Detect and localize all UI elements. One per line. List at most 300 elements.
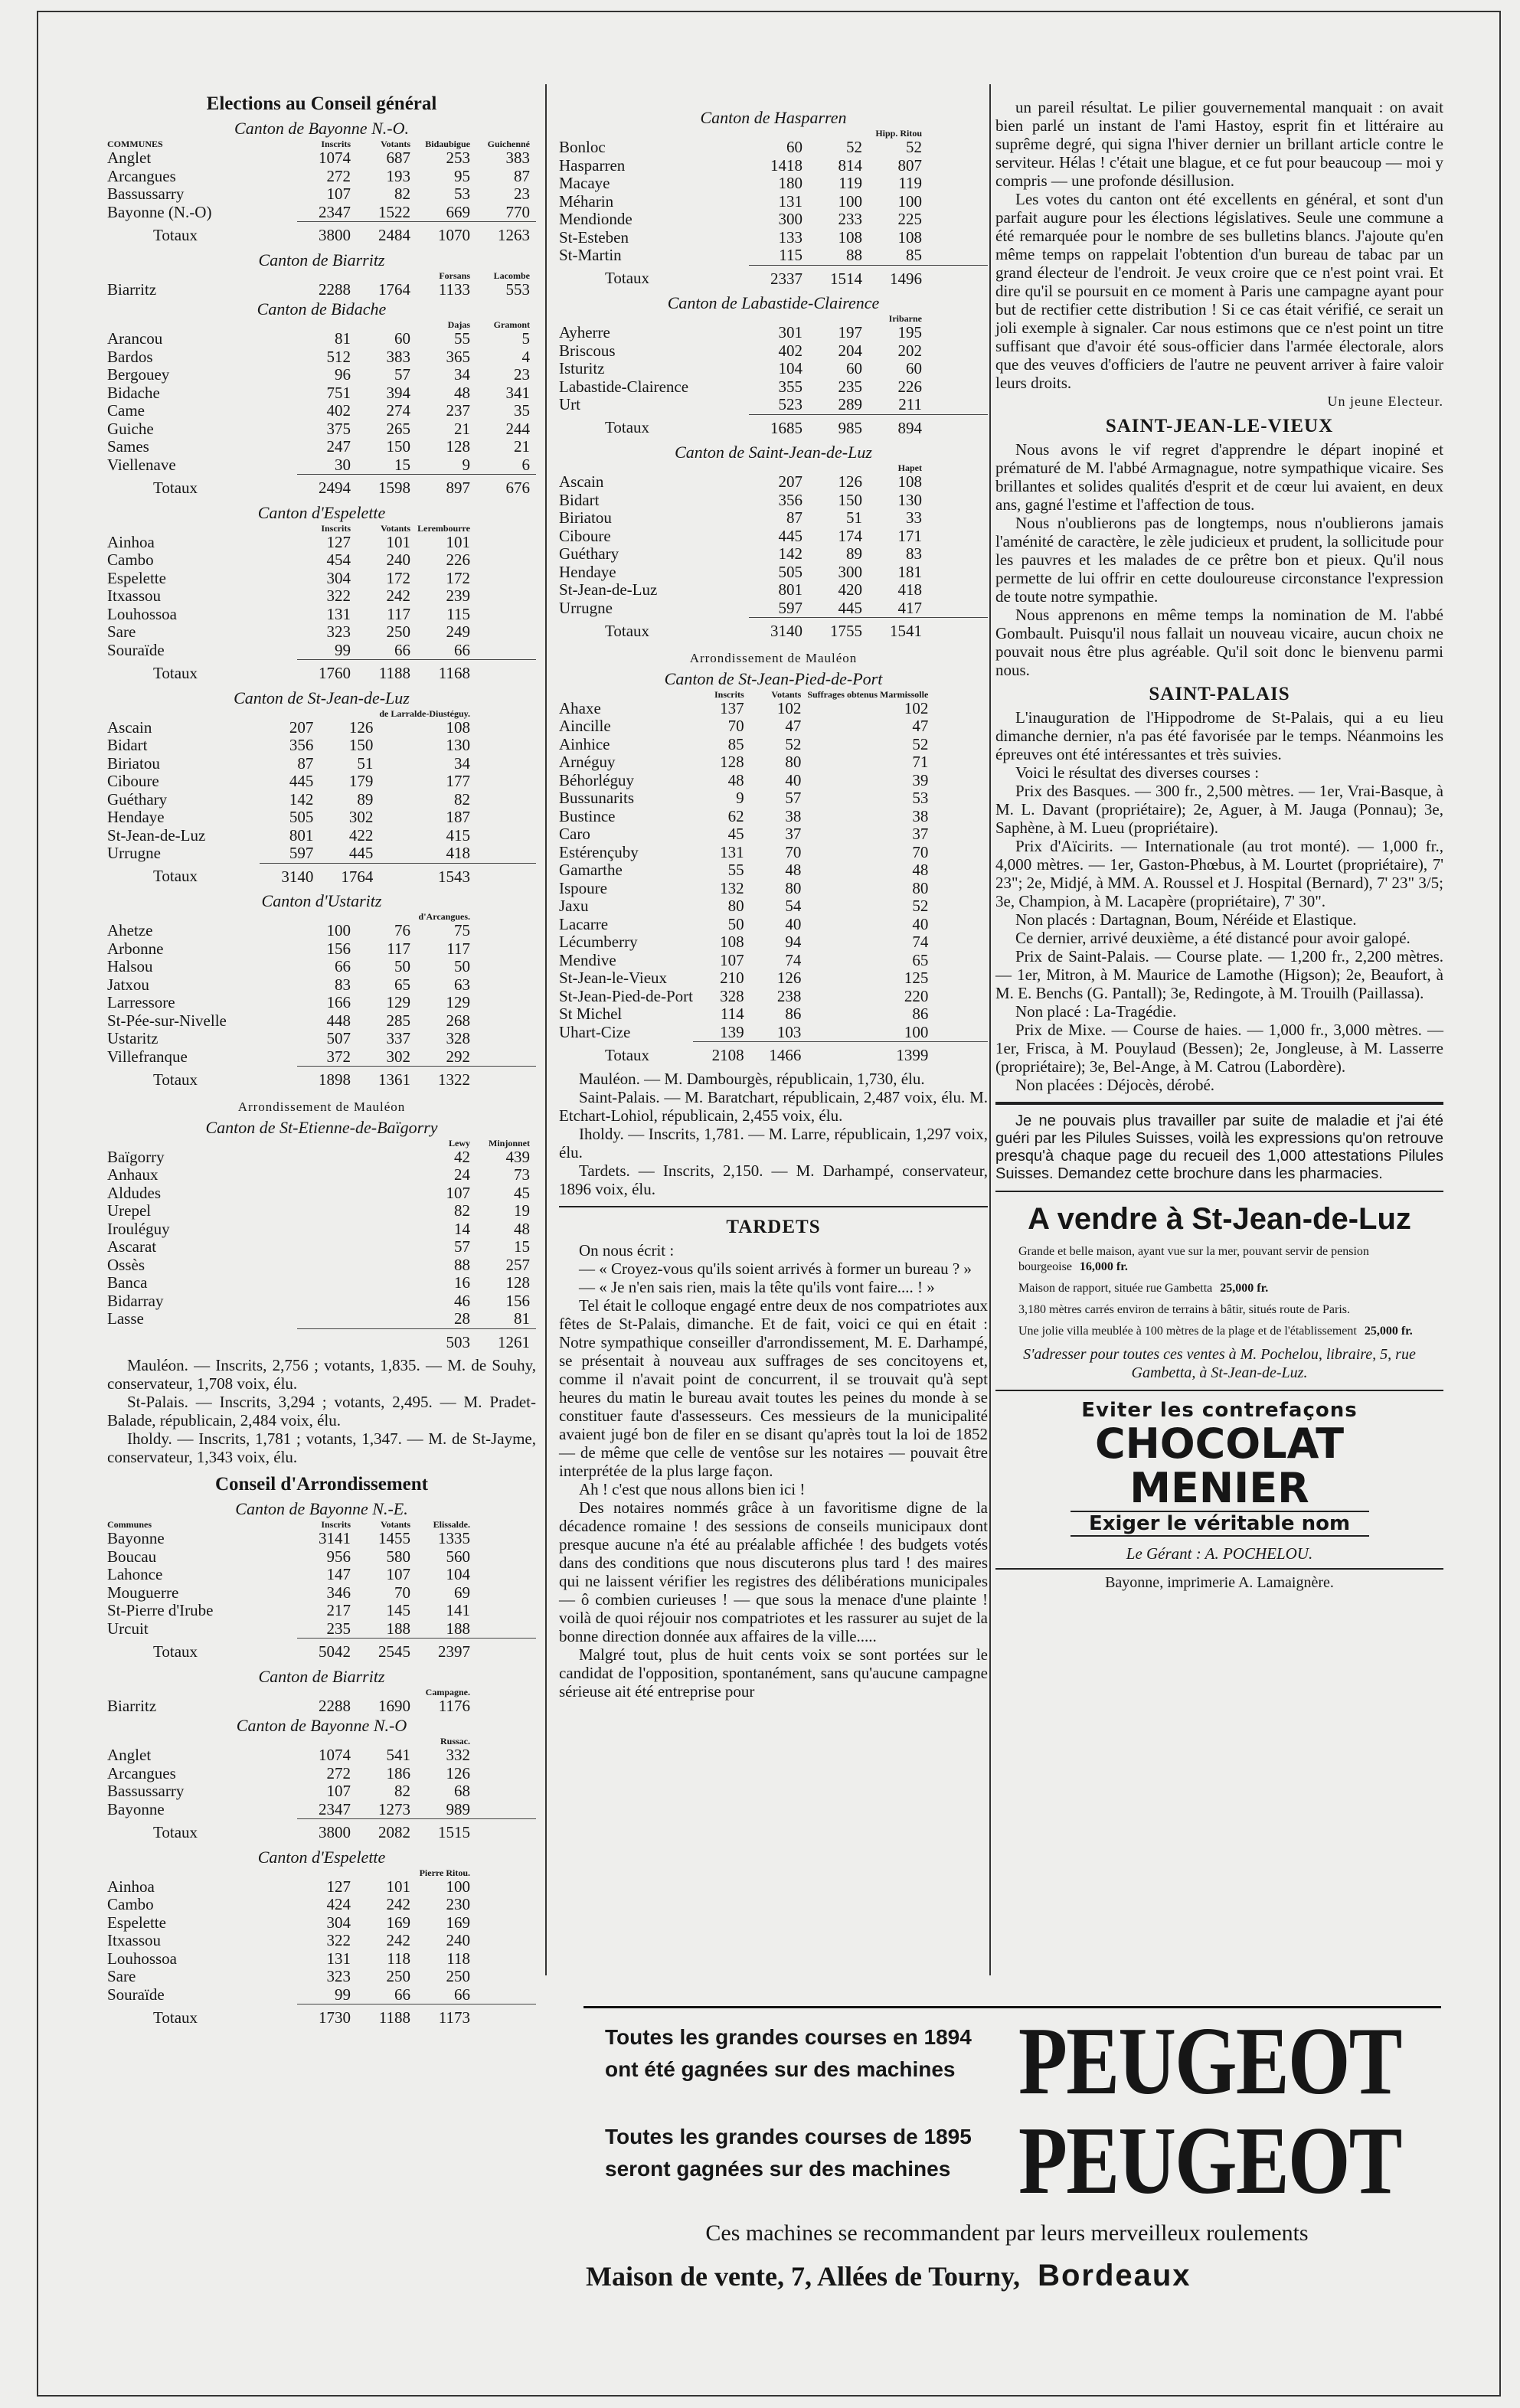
totals-value xyxy=(476,660,536,688)
vote-count: 240 xyxy=(386,551,410,569)
commune-name: Ciboure xyxy=(107,772,159,790)
commune-name: Anglet xyxy=(107,149,152,167)
vote-count: 445 xyxy=(348,844,374,862)
chocolat-slogan-top: Eviter les contrefaçons xyxy=(1081,1399,1358,1422)
table-row xyxy=(107,1256,536,1275)
commune-name: Bidart xyxy=(559,490,600,509)
vote-count xyxy=(476,809,536,827)
vote-count: 104 xyxy=(778,359,802,377)
vote-count xyxy=(934,717,988,736)
vote-count xyxy=(476,570,536,588)
vote-count: 272 xyxy=(326,1763,351,1782)
vote-count: 60 xyxy=(394,329,410,348)
table-row xyxy=(107,1968,536,1986)
column-header: Iribarne xyxy=(888,313,922,324)
conseil-general-tables xyxy=(107,118,536,1094)
commune-name: St Michel xyxy=(559,1005,623,1023)
vote-count: 2288 xyxy=(319,1696,351,1715)
vote-count: 15 xyxy=(394,455,410,474)
totals-value: 3140 xyxy=(260,863,319,890)
column-header xyxy=(476,709,536,719)
commune-name: Urcuit xyxy=(107,1619,149,1638)
vote-count xyxy=(297,1238,357,1256)
totals-value: 1399 xyxy=(807,1042,934,1070)
election-notes xyxy=(107,1356,536,1466)
vote-count xyxy=(476,976,536,995)
table-row xyxy=(107,185,536,204)
vote-count xyxy=(934,988,988,1006)
canton-title: Canton de Bayonne N.-O xyxy=(236,1716,407,1735)
vote-count xyxy=(928,139,988,157)
table-row xyxy=(107,1548,536,1567)
commune-name: Boucau xyxy=(107,1547,157,1566)
vote-count xyxy=(934,808,988,826)
table-row xyxy=(107,791,536,809)
vote-count: 553 xyxy=(505,279,530,299)
vote-count: 1335 xyxy=(438,1529,470,1547)
totals-value: 1685 xyxy=(749,414,809,442)
vote-count: 83 xyxy=(335,975,351,994)
vote-count xyxy=(476,755,536,773)
commune-name: Louhossoa xyxy=(107,604,177,623)
vote-count: 46 xyxy=(454,1291,470,1310)
vote-count: 195 xyxy=(897,323,922,341)
totals-label: Totaux xyxy=(153,225,198,244)
table-row xyxy=(559,897,988,916)
vote-count: 142 xyxy=(778,544,802,563)
totals-value: 1764 xyxy=(319,863,379,890)
vote-count: 356 xyxy=(778,490,802,509)
vote-count: 119 xyxy=(898,174,922,192)
table-row xyxy=(107,976,536,995)
table-row xyxy=(559,564,988,582)
vote-count: 372 xyxy=(326,1047,351,1066)
commune-name: Sames xyxy=(107,437,149,456)
column-header: Inscrits xyxy=(321,1519,351,1530)
vote-count: 237 xyxy=(446,401,470,420)
commune-name: Ahetze xyxy=(107,921,153,939)
vote-count: 30 xyxy=(335,455,351,474)
commune-name: Isturitz xyxy=(559,359,605,377)
vote-count: 60 xyxy=(906,359,922,377)
election-note: Mauléon. — Inscrits, 2,756 ; votants, 1,835. — M. de Souhy, conservateur, 1,708 voix, élu. xyxy=(107,1356,536,1393)
column-2 xyxy=(559,107,988,1701)
vote-count xyxy=(934,736,988,754)
table-row xyxy=(559,1005,988,1024)
vote-count: 807 xyxy=(897,155,922,175)
commune-name: St-Pée-sur-Nivelle xyxy=(107,1011,227,1030)
vote-count: 1522 xyxy=(378,202,410,221)
vote-count: 52 xyxy=(906,138,922,156)
column-header: Forsans xyxy=(439,270,470,281)
table-row xyxy=(107,1166,536,1184)
vote-count: 1690 xyxy=(378,1696,410,1715)
table-row xyxy=(107,438,536,456)
vote-count xyxy=(476,1602,536,1620)
commune-name: Ainhoa xyxy=(107,532,155,551)
commune-name: Uhart-Cize xyxy=(559,1022,631,1041)
vote-count: 285 xyxy=(386,1011,410,1030)
vote-count: 119 xyxy=(838,174,862,192)
vote-count: 40 xyxy=(785,770,802,789)
imprimerie: Bayonne, imprimerie A. Lamaignère. xyxy=(1105,1574,1334,1591)
commune-name: Ustaritz xyxy=(107,1029,159,1047)
table-row xyxy=(107,1584,536,1603)
vote-count: 127 xyxy=(326,532,351,551)
column-header xyxy=(319,709,379,719)
article-paragraph: Tel était le colloque engagé entre deux de nos compatriotes aux fêtes de St-Palais, dimanche. Et de fait, voici ce qui en était : Notre sympathique conseiller d'arrondissement, M. E. Darhampé, se présentait à nouveau aux suffrages de ses concitoyens et, comme il n'avait point de concurrent, il se trouvait qu'à sept heures du matin le bureau avait toutes les peines du monde à se constituer faute d'assesseurs. Ces messieurs de la municipalité avaient jugé bon de filer en se disant qu'après tout la loi de 1852 — de même que celle de ventôse sur les notaires — pouvait être interprétée de la plus large façon. xyxy=(559,1295,988,1480)
column-header xyxy=(934,690,988,700)
vote-count xyxy=(476,1012,536,1031)
commune-name: Sare xyxy=(107,1967,136,1985)
vote-count: 54 xyxy=(785,897,802,915)
commune-name: Jaxu xyxy=(559,897,589,915)
column-header: Hipp. Ritou xyxy=(875,128,922,139)
vote-count: 445 xyxy=(778,526,802,545)
vote-count xyxy=(928,600,988,618)
vote-count: 2347 xyxy=(319,202,351,221)
vote-count xyxy=(476,1620,536,1639)
table-row xyxy=(559,736,988,754)
canton-tables xyxy=(559,107,988,645)
table-row xyxy=(107,1602,536,1620)
table-row xyxy=(559,342,988,361)
vote-count: 292 xyxy=(446,1047,470,1066)
vote-count: 420 xyxy=(838,580,862,599)
table-row xyxy=(107,940,536,959)
results-table xyxy=(107,1737,536,1847)
table-row xyxy=(107,1950,536,1969)
column-header xyxy=(107,1139,297,1148)
vote-count: 257 xyxy=(505,1255,530,1274)
canton-block xyxy=(107,250,536,299)
vendre-item-text: Grande et belle maison, ayant vue sur la mer, pouvant servir de pension bourgeoise xyxy=(1018,1245,1369,1273)
vote-count: 117 xyxy=(446,939,470,958)
totals-label: Totaux xyxy=(605,621,650,640)
totals-value: 1188 xyxy=(357,2004,417,2032)
vendre-item-price: 25,000 fr. xyxy=(1220,1282,1269,1295)
results-table xyxy=(107,271,536,299)
vote-count: 156 xyxy=(505,1291,530,1310)
vote-count xyxy=(476,534,536,552)
vote-count xyxy=(476,551,536,570)
peugeot-brand-1: PEUGEOT xyxy=(1018,2008,1401,2115)
vote-count: 166 xyxy=(326,993,351,1011)
vote-count xyxy=(297,1166,357,1184)
column-header xyxy=(928,129,988,139)
article-paragraph: Prix de Mixe. — Course de haies. — 1,000 fr., 3,000 mètres. — 1er, Frisca, à M. Pouylaud (Bessen); 2e, Jongleuse, à M. Lasserre (propriétaire); 3e, Bel-Ange, à M. Catrou (Labordère). xyxy=(995,1021,1443,1076)
election-note: Iholdy. — Inscrits, 1,781. — M. Larre, républicain, 1,297 voix, élu. xyxy=(559,1124,988,1162)
vote-count: 1176 xyxy=(438,1696,470,1715)
vote-count xyxy=(928,492,988,510)
totals-row xyxy=(559,618,988,645)
chocolat-slogan-bottom: Exiger le véritable nom xyxy=(1071,1511,1369,1537)
conseil-arrondissement-title: Conseil d'Arrondissement xyxy=(214,1474,429,1495)
table-header xyxy=(107,320,536,330)
totals-value: 1515 xyxy=(417,1819,476,1847)
totals-label: Totaux xyxy=(153,478,198,497)
table-header xyxy=(559,690,988,700)
vote-count: 100 xyxy=(904,1022,929,1041)
canton-block xyxy=(107,299,536,502)
totals-label: Totaux xyxy=(153,1822,198,1841)
vote-count: 87 xyxy=(297,753,314,773)
totals-label xyxy=(107,1328,297,1356)
commune-name: Halsou xyxy=(107,957,153,975)
vote-count: 226 xyxy=(897,377,922,396)
column-header: Lerembourre xyxy=(417,522,470,534)
vote-count: 118 xyxy=(387,1949,410,1968)
signature: Un jeune Electeur. xyxy=(1327,394,1443,409)
commune-name: Ascain xyxy=(559,472,604,491)
vote-count: 249 xyxy=(446,622,470,641)
divider xyxy=(995,1191,1443,1192)
vote-count: 239 xyxy=(446,586,470,605)
vote-count: 346 xyxy=(326,1583,351,1602)
vote-count: 126 xyxy=(348,717,374,737)
table-row xyxy=(107,330,536,348)
commune-name: Itxassou xyxy=(107,586,161,605)
vote-count: 193 xyxy=(386,166,410,185)
vote-count xyxy=(476,1548,536,1567)
vote-count: 75 xyxy=(454,921,470,939)
table-row xyxy=(107,1530,536,1548)
table-row xyxy=(107,958,536,976)
column-header xyxy=(476,1520,536,1530)
commune-name: Caro xyxy=(559,825,590,843)
vendre-item-text: Une jolie villa meublée à 100 mètres de la plage et de l'établissement xyxy=(1018,1325,1357,1338)
commune-name: Ascain xyxy=(107,717,152,737)
totals-value: 1261 xyxy=(476,1328,536,1356)
vote-count: 40 xyxy=(912,914,929,933)
vendre-item-price: 25,000 fr. xyxy=(1364,1325,1413,1338)
vote-count: 100 xyxy=(446,1877,470,1896)
vote-count: 179 xyxy=(348,772,374,790)
vote-count: 107 xyxy=(720,950,744,969)
vote-count: 956 xyxy=(326,1547,351,1566)
canton-title: Canton de Saint-Jean-de-Luz xyxy=(675,443,872,462)
table-header xyxy=(107,1688,536,1697)
column-header xyxy=(297,271,357,281)
totals-value: 1541 xyxy=(868,618,928,645)
vote-count xyxy=(297,1256,357,1275)
vote-count: 132 xyxy=(720,878,744,897)
table-row xyxy=(107,149,536,168)
vote-count: 85 xyxy=(727,734,744,753)
table-row xyxy=(559,360,988,378)
commune-name: Ossès xyxy=(107,1255,145,1274)
vote-count: 83 xyxy=(906,544,922,563)
vote-count xyxy=(934,844,988,862)
commune-name: Ciboure xyxy=(559,526,611,545)
vote-count: 101 xyxy=(386,532,410,551)
table-row xyxy=(559,933,988,952)
vote-count xyxy=(357,1238,417,1256)
menier-brand: MENIER xyxy=(1129,1464,1309,1512)
vendre-item xyxy=(995,1302,1443,1318)
divider xyxy=(995,1568,1443,1570)
column-header xyxy=(297,1139,357,1148)
commune-name: St-Jean-de-Luz xyxy=(559,580,658,599)
commune-name: Labastide-Clairence xyxy=(559,377,689,396)
commune-name: Sare xyxy=(107,622,136,641)
election-notes xyxy=(559,1070,988,1198)
totals-row xyxy=(107,1067,536,1094)
commune-name: Bardos xyxy=(107,347,153,366)
article-paragraph: Prix des Basques. — 300 fr., 2,500 mètres. — 1er, Vrai-Basque, à M. L. Davant (propriétaire); 2e, Aguer, à M. Jauga (Ponnau); 3e, Saphène, à M. Lueu (propriétaire). xyxy=(995,782,1443,837)
vote-count: 89 xyxy=(846,544,862,563)
canton-block xyxy=(559,292,988,442)
vote-count: 507 xyxy=(326,1029,351,1047)
vote-count: 94 xyxy=(785,933,802,951)
vote-count: 76 xyxy=(394,921,410,939)
commune-name: Ayherre xyxy=(559,323,610,341)
results-table xyxy=(107,1520,536,1666)
vote-count: 424 xyxy=(326,1895,351,1913)
vote-count: 53 xyxy=(454,185,470,203)
vote-count: 126 xyxy=(446,1763,470,1782)
vote-count: 230 xyxy=(446,1895,470,1913)
totals-value xyxy=(476,2004,536,2032)
vote-count xyxy=(357,1166,417,1184)
vote-count xyxy=(476,719,536,737)
totals-value xyxy=(297,1328,357,1356)
vote-count: 150 xyxy=(386,437,410,456)
totals-value xyxy=(928,265,988,292)
commune-name: Arancou xyxy=(107,329,163,348)
vote-count: 322 xyxy=(326,1931,351,1949)
table-row xyxy=(559,988,988,1006)
totals-row xyxy=(559,1042,988,1070)
vote-count: 156 xyxy=(326,939,351,958)
vote-count xyxy=(476,1584,536,1603)
vote-count xyxy=(476,1968,536,1986)
canton-block xyxy=(559,442,988,645)
totals-value: 3800 xyxy=(297,222,357,250)
election-note: St-Palais. — Inscrits, 3,294 ; votants, 2,495. — M. Pradet-Balade, républicain, 2,484 voix, élu. xyxy=(107,1393,536,1429)
vote-count: 63 xyxy=(454,975,470,994)
vote-count xyxy=(476,1801,536,1819)
vote-count: 108 xyxy=(720,933,744,951)
vote-count: 88 xyxy=(454,1255,470,1274)
vote-count xyxy=(476,1530,536,1548)
vote-count: 38 xyxy=(785,806,802,825)
table-row xyxy=(559,175,988,193)
vote-count: 129 xyxy=(386,993,410,1011)
totals-value: 894 xyxy=(868,414,928,442)
vote-count: 107 xyxy=(326,185,351,203)
election-note: Saint-Palais. — M. Baratchart, républicain, 2,487 voix, élu. M. Etchart-Lohiol, républicain, 2,455 voix, élu. xyxy=(559,1087,988,1125)
table-row xyxy=(559,528,988,546)
table-row xyxy=(107,642,536,660)
vote-count: 37 xyxy=(912,825,929,843)
table-row xyxy=(107,922,536,940)
totals-value: 1361 xyxy=(357,1067,417,1094)
table-row xyxy=(559,229,988,247)
vote-count: 801 xyxy=(778,580,802,599)
vote-count: 242 xyxy=(386,1895,410,1913)
vote-count xyxy=(928,157,988,175)
vote-count: 814 xyxy=(838,155,862,175)
vote-count: 235 xyxy=(326,1619,351,1638)
vote-count xyxy=(357,1202,417,1220)
column-header xyxy=(107,524,297,534)
commune-name: Urrugne xyxy=(559,598,613,617)
vote-count: 332 xyxy=(446,1746,470,1764)
column-header xyxy=(476,912,536,922)
totals-value xyxy=(934,1042,988,1070)
vote-count: 52 xyxy=(846,138,862,156)
article-paragraph: Nous avons le vif regret d'apprendre le départ inopiné et prématuré de M. l'abbé Armagnague, notre sympathique vicaire. Ses brillantes et solides qualités d'esprit et de cœur lui avaient, en deux ans, gagné l'estime et l'affection de tous. xyxy=(995,440,1443,514)
totals-label: Totaux xyxy=(605,1045,650,1064)
results-table xyxy=(107,709,536,891)
table-row xyxy=(107,551,536,570)
column-header xyxy=(476,1688,536,1697)
totals-row xyxy=(107,660,536,688)
vote-count: 188 xyxy=(386,1619,410,1638)
table-row xyxy=(107,1914,536,1933)
vote-count: 1133 xyxy=(438,279,470,299)
saint-jean-le-vieux-title: SAINT-JEAN-LE-VIEUX xyxy=(1105,416,1334,436)
vote-count: 512 xyxy=(326,347,351,366)
totals-value xyxy=(476,863,536,890)
vote-count: 2288 xyxy=(319,279,351,299)
vote-count: 114 xyxy=(720,1005,744,1023)
vote-count xyxy=(934,897,988,916)
vote-count: 51 xyxy=(357,753,374,773)
article-paragraph: — « Je n'en sais rien, mais la tête qu'ils vont faire.... ! » xyxy=(579,1277,935,1296)
vote-count xyxy=(297,1184,357,1203)
vote-count: 118 xyxy=(446,1949,470,1968)
vote-count: 418 xyxy=(897,580,922,599)
canton-block xyxy=(107,1117,536,1357)
column-header xyxy=(260,709,319,719)
results-table xyxy=(107,139,536,250)
peugeot-maison: Maison de vente, 7, Allées de Tourny, xyxy=(586,2261,1021,2292)
column-header: Pierre Ritou. xyxy=(419,1867,470,1878)
results-table xyxy=(107,912,536,1094)
vote-count: 142 xyxy=(289,789,314,809)
vote-count: 274 xyxy=(386,401,410,420)
vote-count: 88 xyxy=(846,246,862,264)
vote-count xyxy=(476,1896,536,1914)
vendre-item-price: 16,000 fr. xyxy=(1079,1260,1128,1273)
vote-count: 301 xyxy=(778,323,802,341)
vote-count: 204 xyxy=(838,341,862,360)
canton-block xyxy=(559,668,988,1070)
vote-count xyxy=(476,1566,536,1584)
commune-name: Guiche xyxy=(107,419,154,438)
canton-title: Canton de Bayonne N.-O. xyxy=(234,119,409,138)
divider xyxy=(995,1390,1443,1391)
commune-name: Lécumberry xyxy=(559,933,638,951)
totals-value xyxy=(476,1639,536,1666)
vote-count xyxy=(476,1914,536,1933)
table-row xyxy=(559,193,988,211)
vote-count xyxy=(476,845,536,863)
peugeot-city: Bordeaux xyxy=(1038,2259,1191,2292)
table-row xyxy=(107,420,536,439)
canton-block xyxy=(107,890,536,1094)
canton-title: Canton d'Ustaritz xyxy=(261,891,382,910)
vote-count: 82 xyxy=(454,789,470,809)
vote-count: 35 xyxy=(514,401,530,420)
vote-count: 174 xyxy=(838,526,862,545)
vote-count: 51 xyxy=(846,508,862,527)
vote-count xyxy=(928,378,988,397)
table-header xyxy=(107,1139,536,1148)
vote-count xyxy=(357,1310,417,1328)
